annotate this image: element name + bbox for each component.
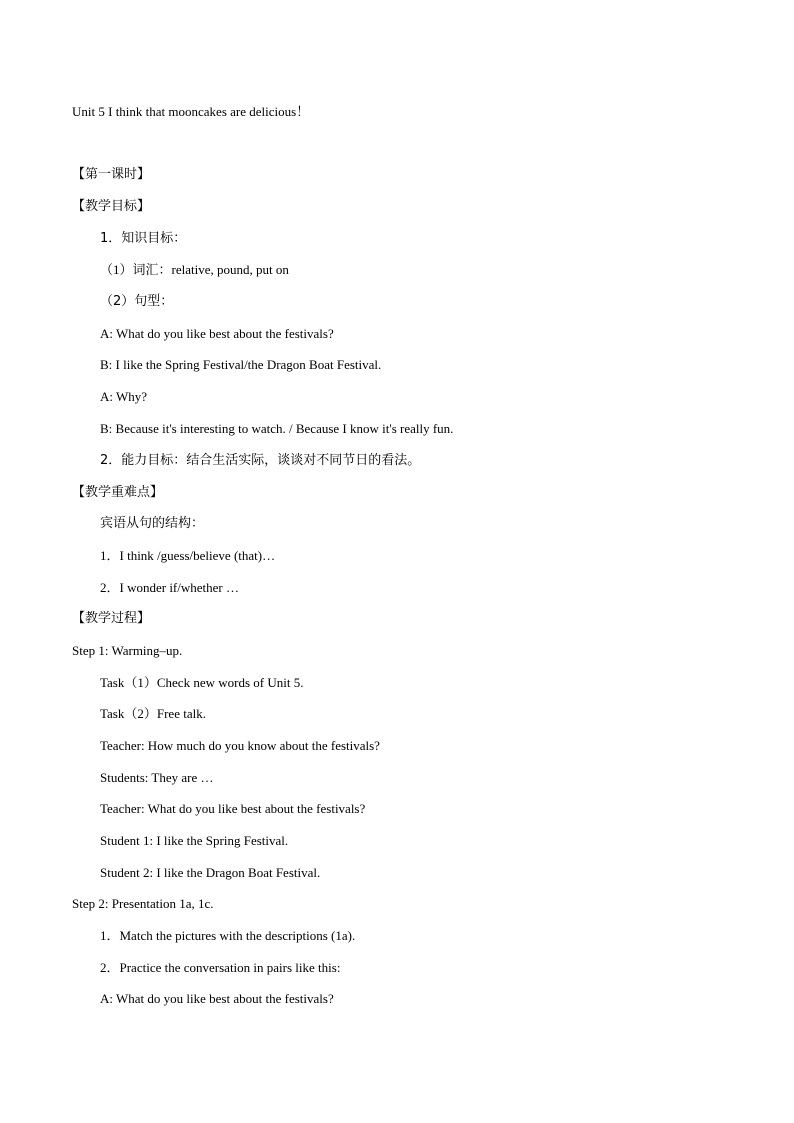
vocabulary-line: （1）词汇：relative, pound, put on	[100, 262, 289, 277]
key-point-1: 1．I think /guess/believe (that)…	[100, 548, 276, 563]
student-1-line: Student 1: I like the Spring Festival.	[100, 833, 289, 848]
teacher-line-2: Teacher: What do you like best about the festivals?	[100, 801, 366, 816]
process-heading: 【教学过程】	[72, 611, 151, 626]
practice-instruction: 2．Practice the conversation in pairs like this:	[100, 960, 341, 975]
sentence-pattern-label: （2）句型：	[100, 294, 174, 309]
match-instruction: 1．Match the pictures with the descriptions (1a).	[100, 928, 356, 943]
knowledge-goal: 1．知识目标：	[100, 231, 187, 246]
dialog-line-b1: B: I like the Spring Festival/the Dragon Boat Festival.	[100, 357, 382, 372]
dialog-line-a1: A: What do you like best about the festivals?	[100, 326, 334, 341]
dialog-line-a3: A: What do you like best about the festivals?	[100, 991, 334, 1006]
student-2-line: Student 2: I like the Dragon Boat Festival.	[100, 865, 321, 880]
objectives-heading: 【教学目标】	[72, 199, 151, 214]
step-1-heading: Step 1: Warming–up.	[72, 643, 183, 658]
key-points-heading: 【教学重难点】	[72, 485, 164, 500]
students-line: Students: They are …	[100, 770, 214, 785]
key-point-2: 2．I wonder if/whether …	[100, 580, 239, 595]
task-1: Task（1）Check new words of Unit 5.	[100, 675, 304, 690]
document-title: Unit 5 I think that mooncakes are delicious！	[72, 104, 310, 119]
step-2-heading: Step 2: Presentation 1a, 1c.	[72, 896, 214, 911]
lesson-heading: 【第一课时】	[72, 167, 151, 182]
teacher-line-1: Teacher: How much do you know about the festivals?	[100, 738, 380, 753]
dialog-line-b2: B: Because it's interesting to watch. / Because I know it's really fun.	[100, 421, 454, 436]
task-2: Task（2）Free talk.	[100, 706, 206, 721]
dialog-line-a2: A: Why?	[100, 389, 148, 404]
object-clause-label: 宾语从句的结构：	[100, 516, 205, 531]
ability-goal: 2．能力目标：结合生活实际，谈谈对不同节日的看法。	[100, 453, 421, 468]
